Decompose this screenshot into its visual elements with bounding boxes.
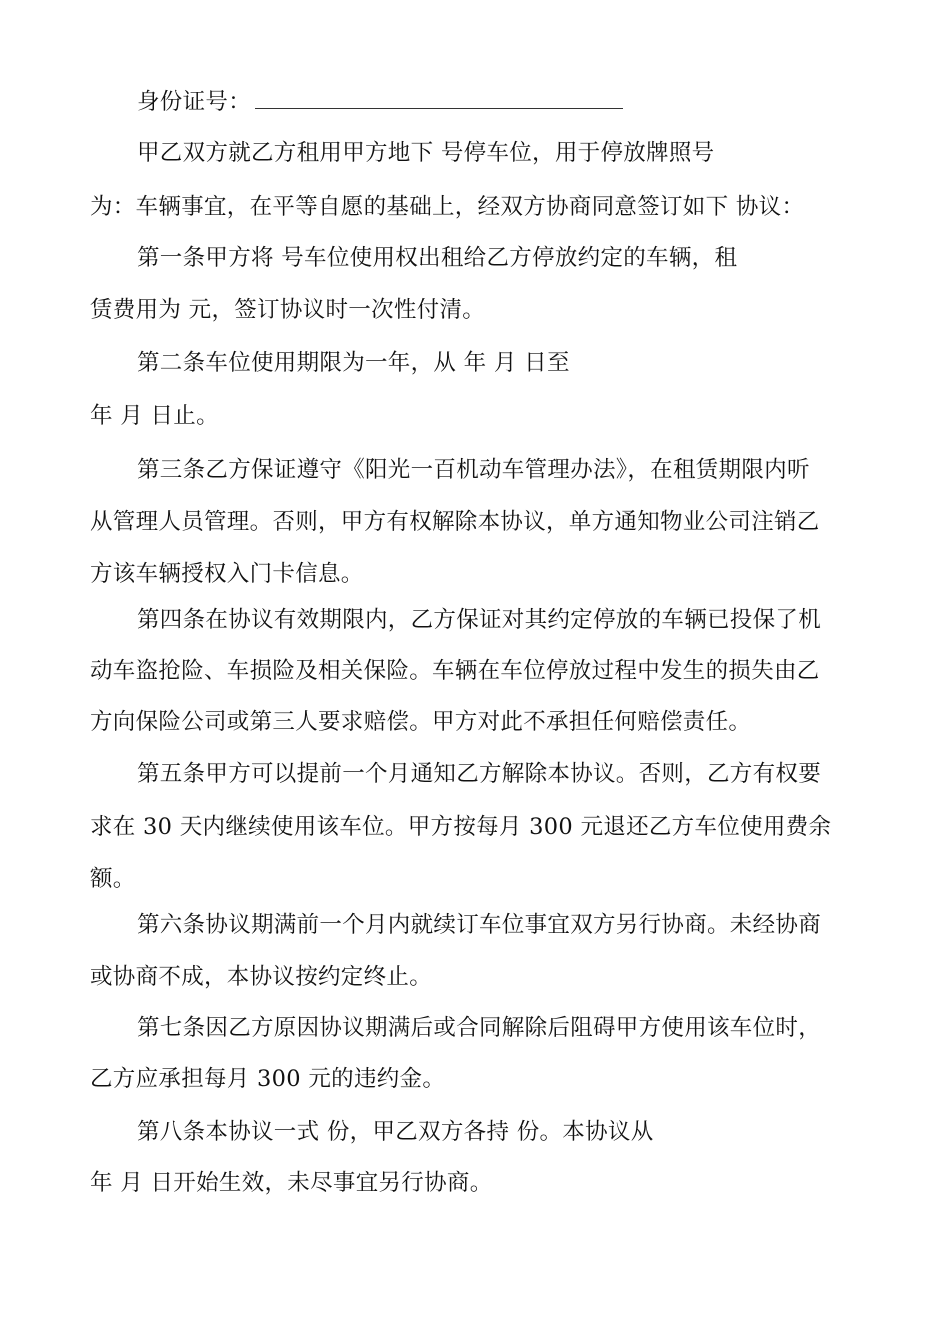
article-1-line-1: 第一条甲方将 号车位使用权出租给乙方停放约定的车辆，租 [137,245,738,271]
article-3-line-2: 从管理人员管理。否则，甲方有权解除本协议，单方通知物业公司注销乙 [90,509,820,535]
article-7-line-2: 乙方应承担每月 300 元的违约金。 [90,1066,446,1092]
article-6-line-2: 或协商不成，本协议按约定终止。 [90,964,433,990]
article-8-line-1: 第八条本协议一式 份，甲乙双方各持 份。本协议从 [137,1119,654,1145]
article-5-line-3: 额。 [90,866,136,892]
article-4-line-1: 第四条在协议有效期限内，乙方保证对其约定停放的车辆已投保了机 [137,607,822,633]
article-1-line-2: 赁费用为 元，签订协议时一次性付清。 [90,297,486,323]
id-number-label: 身份证号： [137,89,252,115]
article-5-line-1: 第五条甲方可以提前一个月通知乙方解除本协议。否则，乙方有权要 [137,761,822,787]
article-8-line-2: 年 月 日开始生效，未尽事宜另行协商。 [90,1170,493,1196]
article-3-line-1: 第三条乙方保证遵守《阳光一百机动车管理办法》，在租赁期限内听 [137,457,810,483]
id-number-line [137,86,623,117]
preamble-line-2: 为：车辆事宜，在平等自愿的基础上，经双方协商同意签订如下 协议： [90,194,805,220]
article-2-line-1: 第二条车位使用期限为一年，从 年 月 日至 [137,350,570,376]
id-number-blank [255,86,623,109]
preamble-line-1: 甲乙双方就乙方租用甲方地下 号停车位，用于停放牌照号 [137,140,715,166]
article-4-line-2: 动车盗抢险、车损险及相关保险。车辆在车位停放过程中发生的损失由乙 [90,658,820,684]
article-2-line-2: 年 月 日止。 [90,403,219,429]
article-3-line-3: 方该车辆授权入门卡信息。 [90,561,364,587]
article-6-line-1: 第六条协议期满前一个月内就续订车位事宜双方另行协商。未经协商 [137,912,822,938]
article-5-line-2: 求在 30 天内继续使用该车位。甲方按每月 300 元退还乙方车位使用费余 [90,814,832,840]
article-7-line-1: 第七条因乙方原因协议期满后或合同解除后阻碍甲方使用该车位时， [137,1015,822,1041]
article-4-line-3: 方向保险公司或第三人要求赔偿。甲方对此不承担任何赔偿责任。 [90,709,752,735]
